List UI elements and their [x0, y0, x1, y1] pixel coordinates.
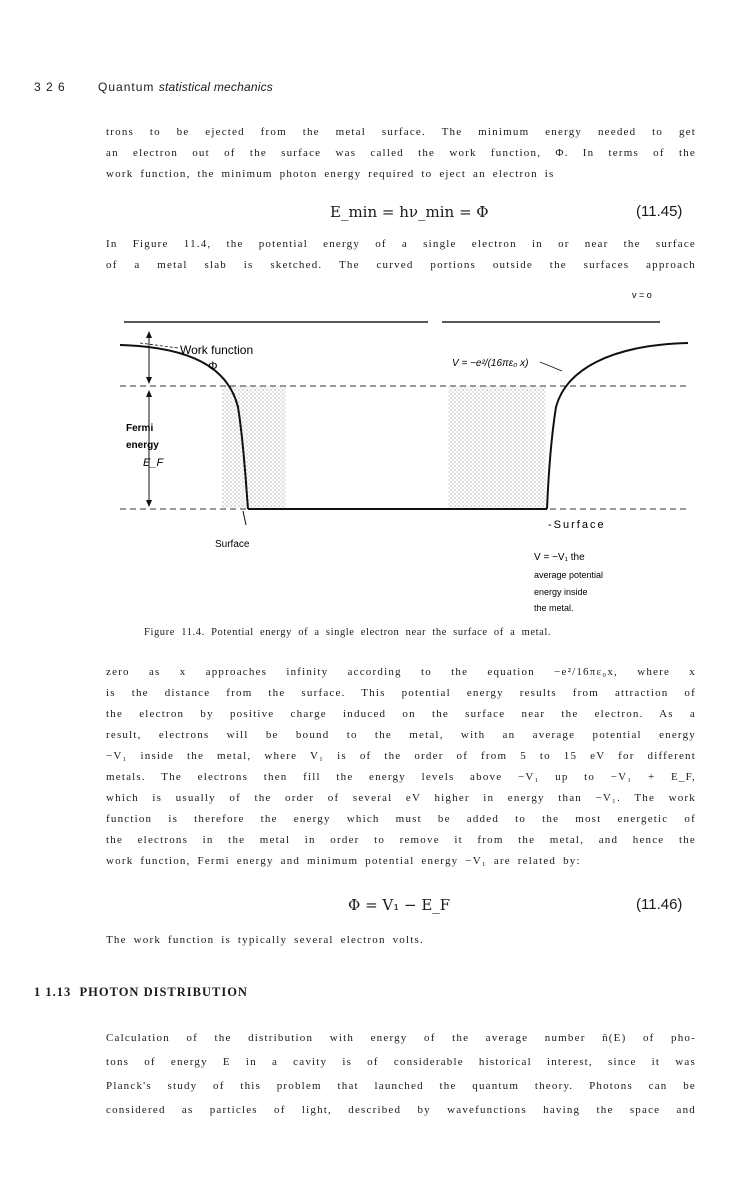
stippled-fermi-sea-left	[222, 386, 286, 508]
text-line: −V₁ inside the metal, where V₁ is of the order of from 5 to 15 eV for different	[106, 750, 696, 762]
text-line: Calculation of the distribution with energy of the average number n̄(E) of pho-	[106, 1032, 696, 1044]
header-title-italic: statistical mechanics	[158, 80, 273, 94]
figure-caption: Figure 11.4. Potential energy of a single electron near the surface of a metal.	[144, 627, 552, 638]
arrowhead-up	[146, 390, 152, 397]
v-zero-label: v = o	[632, 290, 652, 300]
section-title: PHOTON DISTRIBUTION	[79, 985, 248, 999]
text-line: considered as particles of light, described by wavefunctions having the space and	[106, 1104, 696, 1116]
arrowhead-up	[146, 331, 152, 338]
running-header	[34, 80, 273, 94]
equation-11-46: Φ = V₁ − E_F	[348, 896, 451, 914]
paragraph-photon-distribution	[106, 1026, 696, 1122]
text-line: the electron by positive charge induced on the surface near the electron. As a	[106, 708, 696, 720]
potential-curve-right	[547, 343, 688, 509]
work-function-label: Work function	[180, 343, 254, 357]
text-line: In Figure 11.4, the potential energy of a single electron in or near the surface	[106, 238, 696, 250]
page-number: 3 2 6	[34, 80, 66, 94]
formula-leader	[540, 362, 562, 371]
stippled-fermi-sea-right	[448, 386, 546, 508]
text-line: is the distance from the surface. This potential energy results from attraction of	[106, 687, 696, 699]
paragraph-figure-intro	[106, 234, 696, 276]
header-title-prefix: Quantum	[98, 80, 155, 94]
paragraph-binding	[106, 662, 696, 872]
text-line: function is therefore the energy which must be added to the most energetic of	[106, 813, 696, 825]
text-line: metals. The electrons then fill the energy levels above −V₁ up to −V₁ + E_F,	[106, 771, 696, 783]
text-line: tons of energy E in a cavity is of considerable historical interest, since it was	[106, 1056, 696, 1068]
ef-label: E_F	[143, 457, 164, 469]
text-line: trons to be ejected from the metal surface. The minimum energy needed to get	[106, 126, 696, 138]
paragraph-typical	[106, 930, 696, 951]
text-line: the electrons in the metal in order to remove it from the metal, and hence the	[106, 834, 696, 846]
v-avg-line-2: average potential	[534, 570, 604, 580]
text-line: The work function is typically several electron volts.	[106, 934, 424, 946]
text-line: an electron out of the surface was called the work function, Φ. In terms of the	[106, 147, 696, 159]
paragraph-work-function	[106, 122, 696, 185]
v-avg-line-4: the metal.	[534, 603, 574, 613]
arrowhead-down	[146, 377, 152, 384]
text-line: work function, Fermi energy and minimum potential energy −V₁ are related by:	[106, 855, 581, 867]
text-line: which is usually of the order of several eV higher in energy than −V₁. The work	[106, 792, 696, 804]
section-heading	[34, 985, 248, 1000]
surface-label-left: Surface	[215, 539, 250, 550]
text-line: zero as x approaches infinity according to the equation −e²/16πε₀x, where x	[106, 666, 696, 678]
figure-potential-energy	[110, 285, 690, 620]
text-line: of a metal slab is sketched. The curved portions outside the surfaces approach	[106, 259, 696, 271]
fermi-label: Fermi	[126, 423, 154, 434]
phi-label: Φ	[208, 359, 218, 373]
equation-number-11-45: (11.45)	[636, 203, 683, 220]
surface-label-right: -Surface	[548, 519, 606, 531]
arrowhead-down	[146, 500, 152, 507]
v-avg-line-1: V = −V₁ the	[534, 552, 585, 563]
text-line: work function, the minimum photon energy required to eject an electron is	[106, 168, 555, 180]
text-line: Planck's study of this problem that launched the quantum theory. Photons can be	[106, 1080, 696, 1092]
v-avg-line-3: energy inside	[534, 587, 588, 597]
equation-11-45: E_min = hν_min = Φ	[330, 203, 489, 221]
equation-number-11-46: (11.46)	[636, 896, 683, 913]
text-line: result, electrons will be bound to the metal, with an average potential energy	[106, 729, 696, 741]
energy-label: energy	[126, 440, 159, 451]
section-number: 1 1.13	[34, 985, 72, 999]
surface-pointer-left	[243, 511, 246, 525]
image-potential-formula: V = −e²/(16πε₀ x)	[452, 358, 529, 369]
